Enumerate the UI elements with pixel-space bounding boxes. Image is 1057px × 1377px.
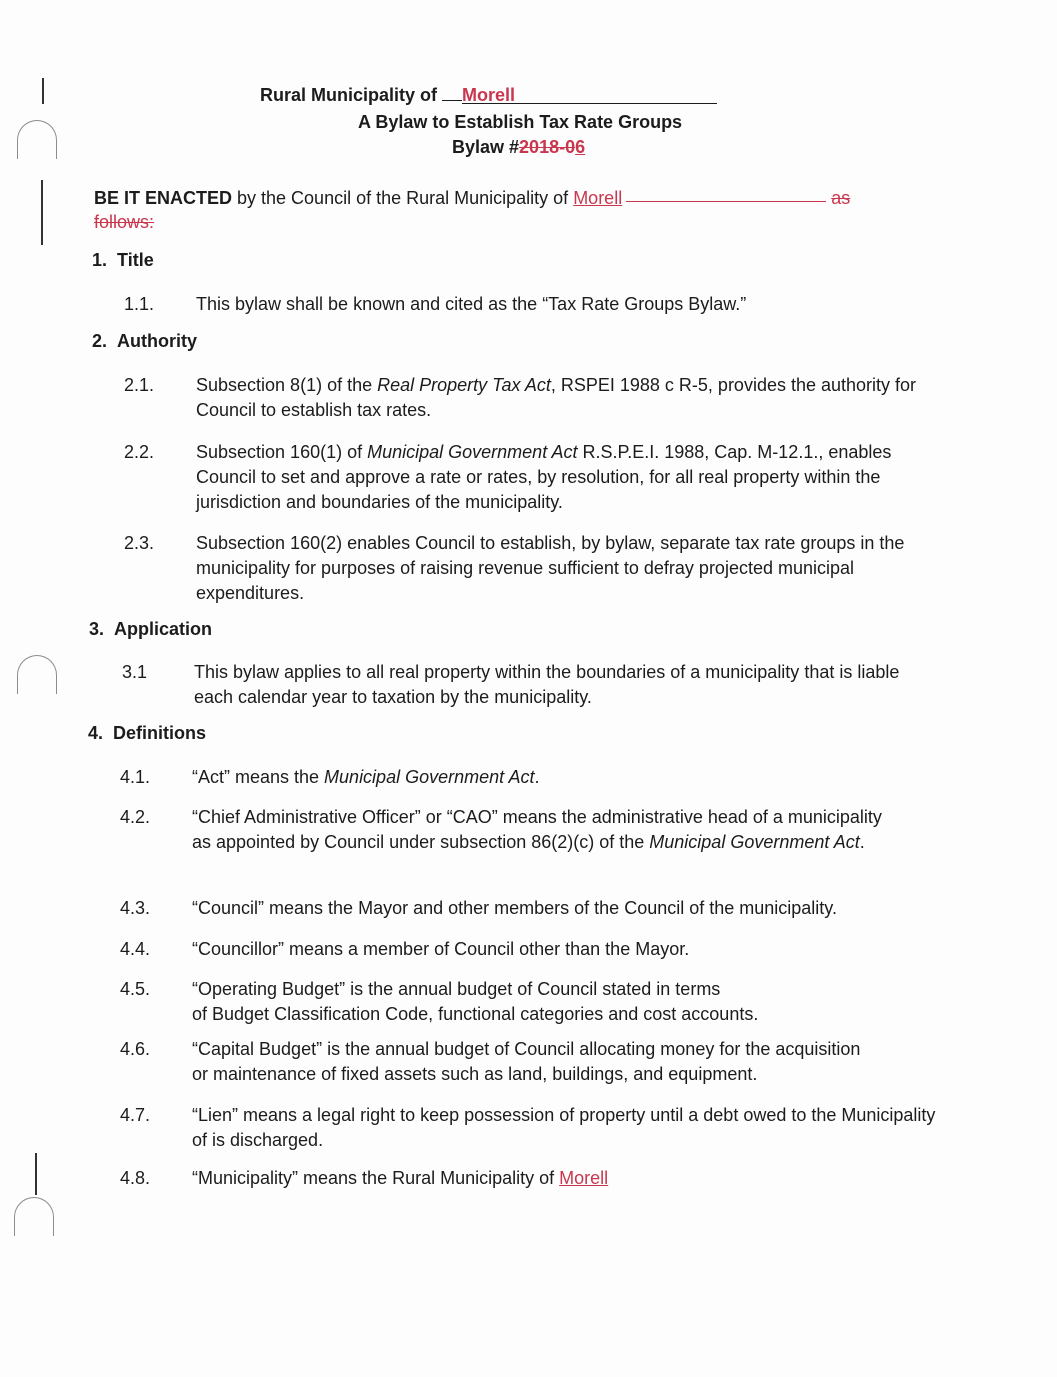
- clause-text: “Council” means the Mayor and other members of the Council of the municipality.: [192, 898, 837, 918]
- clause-number: 4.8.: [120, 1168, 151, 1188]
- inserted-number: 6: [575, 137, 586, 157]
- section-heading: 4. Definitions: [88, 723, 207, 743]
- punch-hole: [17, 655, 57, 694]
- bylaw-number: [452, 137, 1057, 158]
- clause-number: 2.2.: [124, 442, 155, 462]
- punch-hole: [17, 120, 57, 159]
- clause-number: 4.7.: [120, 1105, 151, 1125]
- clause-text: This bylaw shall be known and cited as the “Tax Rate Groups Bylaw.”: [196, 294, 747, 314]
- clause-text: This bylaw applies to all real property within the boundaries of a municipality that is liable each calendar year to taxation by the municipality.: [194, 662, 900, 707]
- margin-mark: [42, 78, 44, 104]
- enactment-clause: [94, 186, 894, 234]
- clause-number: 2.3.: [124, 533, 155, 553]
- clause-number: 4.1.: [120, 767, 151, 787]
- enactment-municipality: Morell: [573, 188, 623, 208]
- clause-number: 2.1.: [124, 375, 155, 395]
- struck-number: 2018-0: [519, 137, 576, 157]
- margin-mark: [41, 180, 43, 245]
- clause-number: 4.4.: [120, 939, 151, 959]
- clause-number: 4.6.: [120, 1039, 151, 1059]
- punch-hole: [14, 1197, 54, 1236]
- clause-text: “Lien” means a legal right to keep possession of property until a debt owed to the Municipality of is discharged.: [192, 1105, 936, 1150]
- bylaw-number-prefix: Bylaw #: [452, 137, 520, 157]
- section-heading: 2. Authority: [92, 331, 198, 351]
- clause-text: “Councillor” means a member of Council other than the Mayor.: [192, 939, 690, 959]
- clause-number: 1.1.: [124, 294, 155, 314]
- municipality-name: Morell: [462, 85, 516, 105]
- clause-text: “Capital Budget” is the annual budget of Council allocating money for the acquisition or maintenance of fixed assets such as land, buildings, and equipment.: [192, 1039, 861, 1084]
- municipality-heading: [260, 84, 1057, 106]
- enactment-bold: BE IT ENACTED: [94, 188, 233, 208]
- bylaw-title: A Bylaw to Establish Tax Rate Groups: [358, 112, 683, 132]
- clause-number: 4.5.: [120, 979, 151, 999]
- clause-text: “Chief Administrative Officer” or “CAO” means the administrative head of a municipality as appointed by Council under subsection 86(2)(c) of the Municipal Government Act.: [192, 807, 882, 852]
- heading-prefix: Rural Municipality of: [260, 85, 443, 105]
- struck-blank-line: [626, 201, 826, 202]
- struck-as-follows: as follows:: [94, 188, 851, 232]
- clause-text: Subsection 160(2) enables Council to establish, by bylaw, separate tax rate groups in the municipality for purposes of raising revenue sufficient to defray projected municipal expenditures.: [196, 533, 905, 603]
- municipality-name: Morell: [559, 1168, 609, 1188]
- clause-text: Subsection 8(1) of the Real Property Tax Act, RSPEI 1988 c R-5, provides the authority for Council to establish tax rates.: [196, 375, 917, 420]
- clause-text: “Operating Budget” is the annual budget of Council stated in terms of Budget Classification Code, functional categories and cost accounts.: [192, 979, 759, 1024]
- clause-text: “Municipality” means the Rural Municipality of Morell: [192, 1168, 609, 1188]
- clause-text: “Act” means the Municipal Government Act.: [192, 767, 540, 787]
- margin-mark: [35, 1153, 37, 1195]
- section-heading: 1. Title: [92, 250, 154, 270]
- section-heading: 3. Application: [89, 619, 213, 639]
- clause-number: 4.3.: [120, 898, 151, 918]
- clause-number: 4.2.: [120, 807, 151, 827]
- enactment-text: by the Council of the Rural Municipality of: [232, 188, 574, 208]
- clause-text: Subsection 160(1) of Municipal Government Act R.S.P.E.I. 1988, Cap. M-12.1., enables Council to set and approve a rate or rates, by resolution, for all real property within the jurisdiction and boundaries of the municipality.: [196, 442, 892, 512]
- clause-number: 3.1: [122, 662, 148, 682]
